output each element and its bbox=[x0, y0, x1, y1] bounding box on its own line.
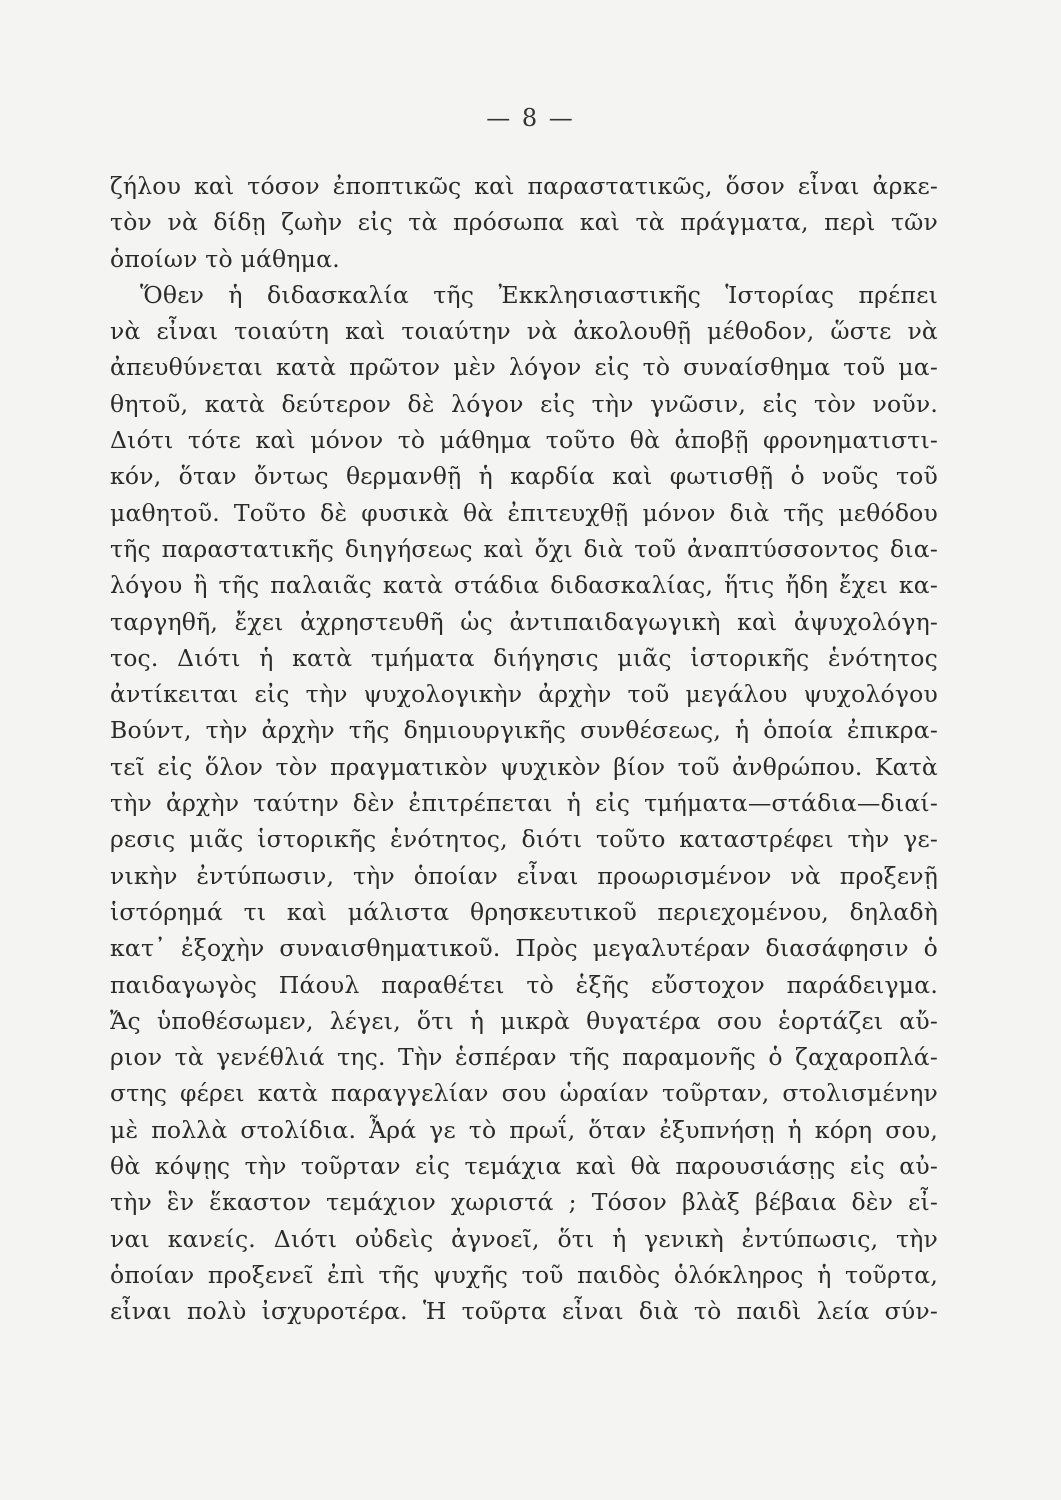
text-line: ἀντίκειται εἰς τὴν ψυχολογικὴν ἀρχὴν τοῦ μεγάλου ψυχολόγου bbox=[110, 680, 938, 709]
text-line: Ἄς ὑποθέσωμεν, λέγει, ὅτι ἡ μικρὰ θυγατέρα σου ἑορτάζει αὔ- bbox=[110, 1006, 938, 1035]
text-line: νὰ εἶναι τοιαύτη καὶ τοιαύτην νὰ ἀκολουθῇ μέθοδον, ὥστε νὰ bbox=[110, 317, 938, 346]
text-line: στης φέρει κατὰ παραγγελίαν σου ὡραίαν τοῦρταν, στολισμένην bbox=[110, 1079, 938, 1108]
text-line: ριον τὰ γενέθλιά της. Τὴν ἑσπέραν τῆς παραμονῆς ὁ ζαχαροπλά- bbox=[110, 1043, 938, 1072]
text-line: εἶναι πολὺ ἰσχυροτέρα. Ἡ τοῦρτα εἶναι διὰ τὸ παιδὶ λεία σύν- bbox=[110, 1297, 938, 1326]
text-line: τεῖ εἰς ὅλον τὸν πραγματικὸν ψυχικὸν βίον τοῦ ἀνθρώπου. Κατὰ bbox=[110, 752, 938, 781]
text-line: λόγου ἢ τῆς παλαιᾶς κατὰ στάδια διδασκαλίας, ἥτις ἤδη ἔχει κα- bbox=[110, 571, 938, 600]
text-line: ρεσις μιᾶς ἱστορικῆς ἑνότητος, διότι τοῦτο καταστρέφει τὴν γε- bbox=[110, 825, 938, 854]
text-line: ἀπευθύνεται κατὰ πρῶτον μὲν λόγον εἰς τὸ συναίσθημα τοῦ μα- bbox=[110, 353, 938, 382]
text-line: νικὴν ἐντύπωσιν, τὴν ὁποίαν εἶναι προωρισμένον νὰ προξενῇ bbox=[110, 861, 938, 890]
text-line: Ὅθεν ἡ διδασκαλία τῆς Ἐκκλησιαστικῆς Ἱστορίας πρέπει bbox=[140, 280, 938, 309]
text-line: τὴν ἓν ἕκαστον τεμάχιον χωριστά ; Τόσον βλὰξ βέβαια δὲν εἶ- bbox=[110, 1188, 938, 1217]
text-line: Διότι τότε καὶ μόνον τὸ μάθημα τοῦτο θὰ ἀποβῇ φρονηματιστι- bbox=[110, 426, 938, 455]
page-number: — 8 — bbox=[486, 104, 575, 132]
text-line: κόν, ὅταν ὄντως θερμανθῇ ἡ καρδία καὶ φωτισθῇ ὁ νοῦς τοῦ bbox=[110, 462, 938, 491]
text-line: θητοῦ, κατὰ δεύτερον δὲ λόγον εἰς τὴν γνῶσιν, εἰς τὸν νοῦν. bbox=[110, 389, 938, 418]
text-line: τὸν νὰ δίδῃ ζωὴν εἰς τὰ πρόσωπα καὶ τὰ πράγματα, περὶ τῶν bbox=[110, 208, 938, 237]
text-line: ναι κανείς. Διότι οὐδεὶς ἀγνοεῖ, ὅτι ἡ γενικὴ ἐντύπωσις, τὴν bbox=[110, 1224, 938, 1253]
text-line: κατ᾽ ἐξοχὴν συναισθηματικοῦ. Πρὸς μεγαλυτέραν διασάφησιν ὁ bbox=[110, 934, 938, 963]
text-line: ἱστόρημά τι καὶ μάλιστα θρησκευτικοῦ περιεχομένου, δηλαδὴ bbox=[110, 897, 938, 926]
text-line: μαθητοῦ. Τοῦτο δὲ φυσικὰ θὰ ἐπιτευχθῇ μόνον διὰ τῆς μεθόδου bbox=[110, 498, 938, 527]
text-line: τῆς παραστατικῆς διηγήσεως καὶ ὄχι διὰ τοῦ ἀναπτύσσοντος δια- bbox=[110, 534, 938, 563]
text-line: τος. Διότι ἡ κατὰ τμήματα διήγησις μιᾶς ἱστορικῆς ἑνότητος bbox=[110, 643, 938, 672]
text-line: μὲ πολλὰ στολίδια. Ἆρά γε τὸ πρωΐ, ὅταν ἐξυπνήσῃ ἡ κόρη σου, bbox=[110, 1115, 938, 1144]
text-line: παιδαγωγὸς Πάουλ παραθέτει τὸ ἑξῆς εὔστοχον παράδειγμα. bbox=[110, 970, 938, 999]
text-line: ταργηθῆ, ἔχει ἀχρηστευθῆ ὡς ἀντιπαιδαγωγικὴ καὶ ἀψυχολόγη- bbox=[110, 607, 938, 636]
text-line: ζήλου καὶ τόσον ἐποπτικῶς καὶ παραστατικῶς, ὅσον εἶναι ἀρκε- bbox=[110, 172, 938, 200]
body-text bbox=[110, 168, 938, 1330]
text-line: θὰ κόψῃς τὴν τοῦρταν εἰς τεμάχια καὶ θὰ παρουσιάσῃς εἰς αὐ- bbox=[110, 1152, 938, 1181]
text-line: ὁποίαν προξενεῖ ἐπὶ τῆς ψυχῆς τοῦ παιδὸς ὁλόκληρος ἡ τοῦρτα, bbox=[110, 1260, 938, 1289]
text-line: τὴν ἀρχὴν ταύτην δὲν ἐπιτρέπεται ἡ εἰς τμήματα—στάδια—διαί- bbox=[110, 789, 938, 818]
text-line: ὁποίων τὸ μάθημα. bbox=[110, 244, 340, 273]
text-line: Βούντ, τὴν ἀρχὴν τῆς δημιουργικῆς συνθέσεως, ἡ ὁποία ἐπικρα- bbox=[110, 716, 938, 745]
